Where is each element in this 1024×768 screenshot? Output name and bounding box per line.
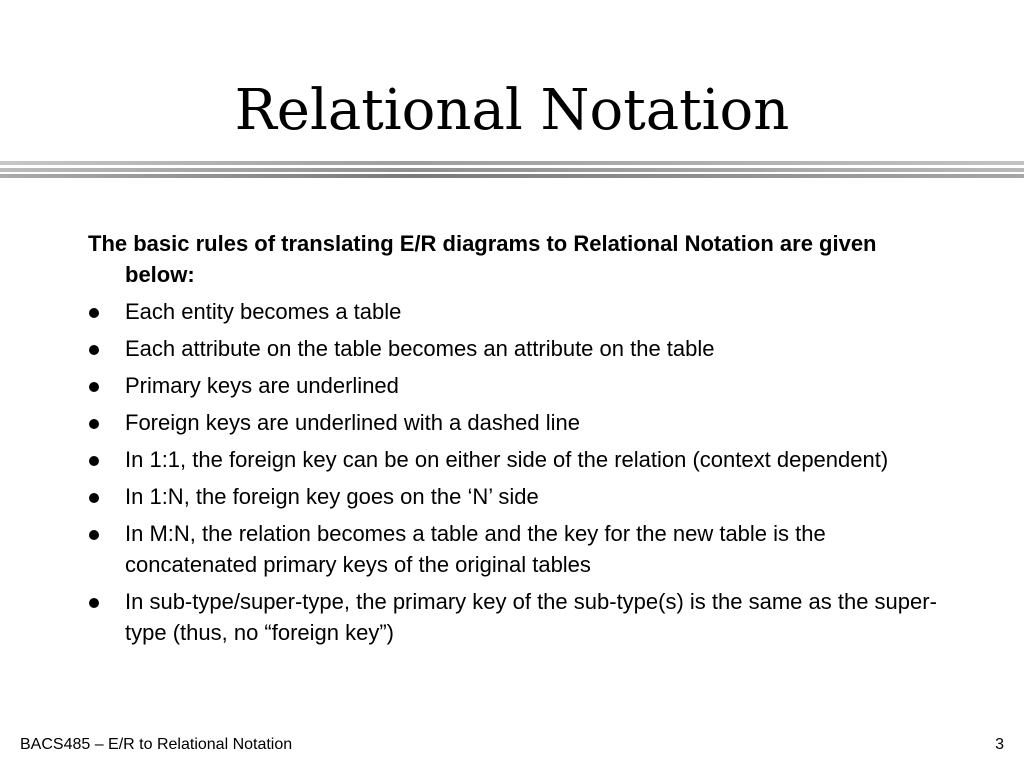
intro-text: The basic rules of translating E/R diagrams to Relational Notation are given below:	[88, 231, 877, 287]
slide-body	[88, 228, 948, 654]
list-item-text: In M:N, the relation becomes a table and the key for the new table is the concatenated primary keys of the original tables	[125, 521, 826, 577]
bullet-icon	[89, 456, 99, 466]
list-item-text: In 1:N, the foreign key goes on the ‘N’ side	[125, 484, 539, 509]
title-divider-line-bottom	[0, 174, 1024, 178]
list-item-text: In sub-type/super-type, the primary key of the sub-type(s) is the same as the super-type (thus, no “foreign key”)	[125, 589, 937, 645]
list-item	[88, 370, 948, 401]
list-item-text: Each entity becomes a table	[125, 299, 402, 324]
list-item-text: Primary keys are underlined	[125, 373, 399, 398]
bullet-icon	[89, 382, 99, 392]
title-divider-line-middle	[0, 168, 1024, 172]
slide-title: Relational Notation	[234, 78, 790, 143]
rules-list	[88, 296, 948, 648]
list-item	[88, 586, 948, 648]
list-item-text: Each attribute on the table becomes an attribute on the table	[125, 336, 715, 361]
list-item	[88, 407, 948, 438]
list-item	[88, 481, 948, 512]
list-item	[88, 296, 948, 327]
bullet-icon	[89, 530, 99, 540]
title-divider-line-top	[0, 161, 1024, 165]
footer-course-title: BACS485 – E/R to Relational Notation	[20, 736, 293, 753]
bullet-icon	[89, 493, 99, 503]
list-item-text: In 1:1, the foreign key can be on either side of the relation (context dependent)	[125, 447, 889, 472]
list-item	[88, 518, 948, 580]
bullet-icon	[89, 419, 99, 429]
footer-page-number: 3	[995, 736, 1004, 753]
list-item	[88, 333, 948, 364]
bullet-icon	[89, 598, 99, 608]
bullet-icon	[89, 345, 99, 355]
bullet-icon	[89, 308, 99, 318]
list-item	[88, 444, 948, 475]
list-item-text: Foreign keys are underlined with a dashed line	[125, 410, 580, 435]
